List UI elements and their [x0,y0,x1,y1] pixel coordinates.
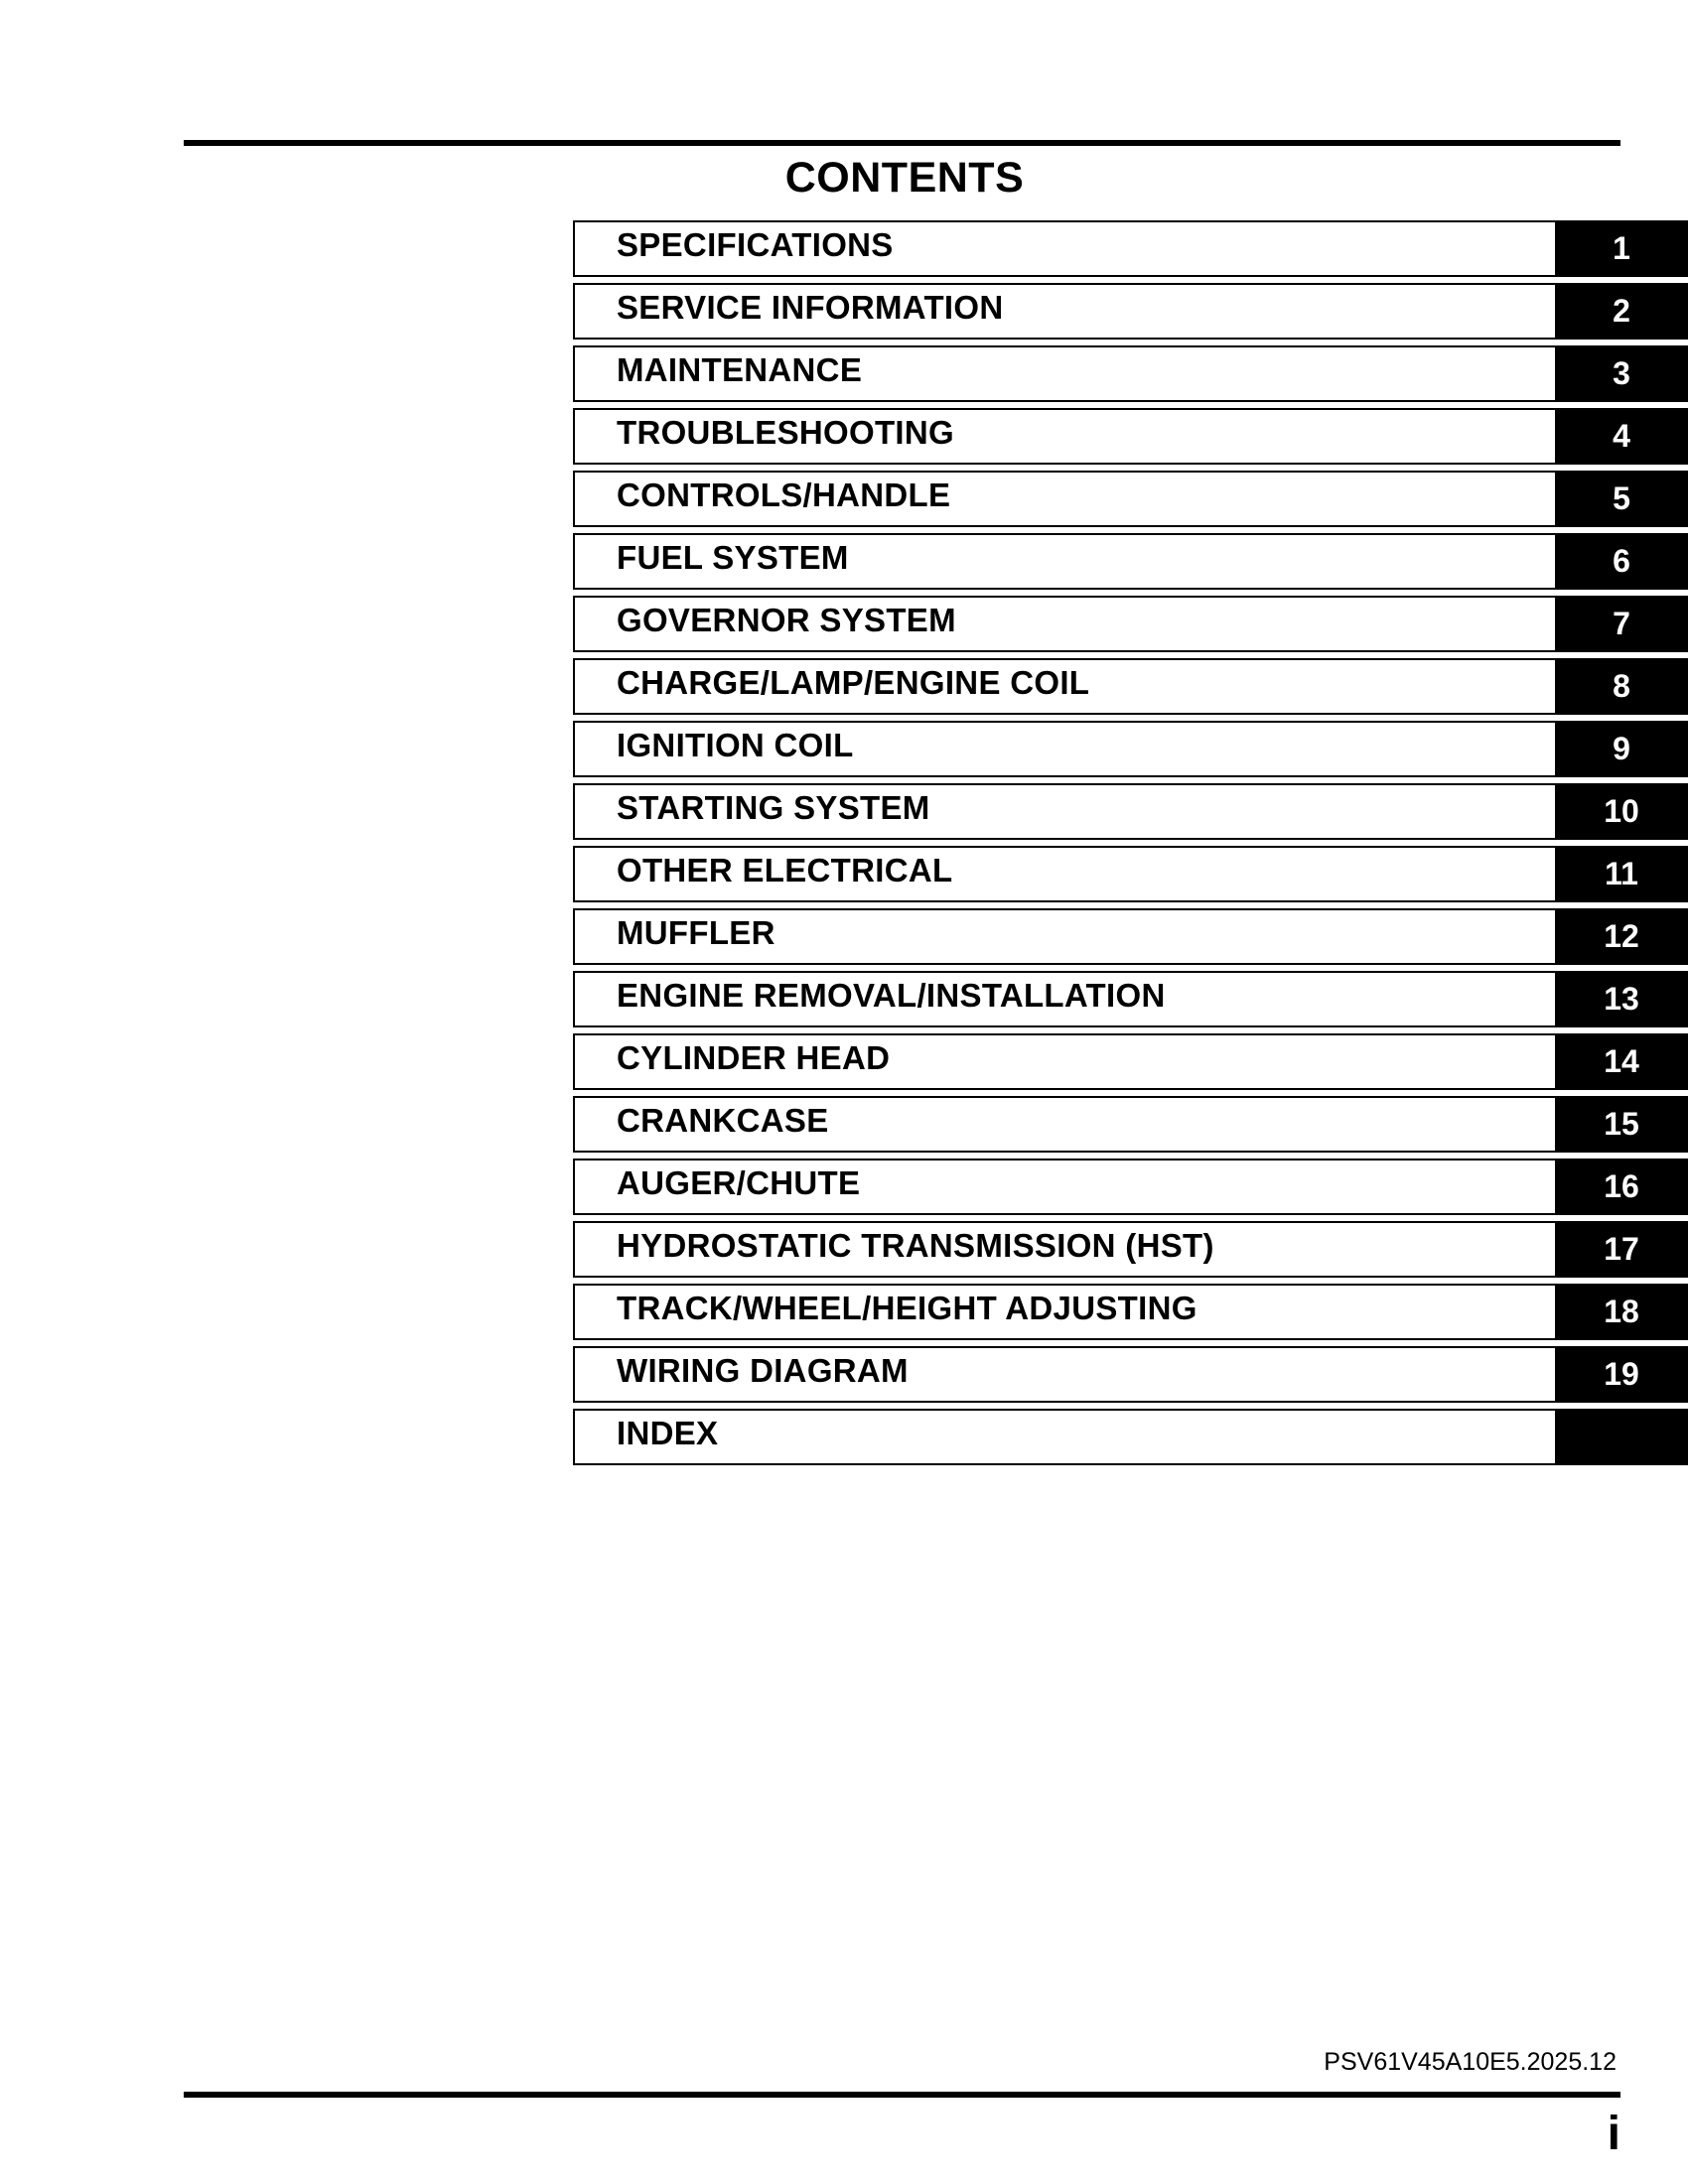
toc-label: CYLINDER HEAD [617,1039,891,1076]
section-tab[interactable]: 5 [1555,471,1688,527]
section-tab[interactable] [1555,1409,1688,1465]
toc-row[interactable] [573,1033,1688,1090]
section-tab[interactable]: 16 [1555,1159,1688,1215]
toc-label: GOVERNOR SYSTEM [617,602,956,638]
toc-row[interactable] [573,721,1688,777]
document-code: PSV61V45A10E5.2025.12 [1324,2048,1617,2076]
toc-label: CONTROLS/HANDLE [617,477,951,513]
toc-row[interactable] [573,596,1688,652]
toc-row[interactable] [573,283,1688,340]
section-tab[interactable]: 15 [1555,1096,1688,1153]
section-tab[interactable]: 2 [1555,283,1688,340]
toc-row[interactable] [573,1159,1688,1215]
page-number: i [1607,2108,1620,2160]
section-tab[interactable]: 10 [1555,783,1688,840]
toc-label: CRANKCASE [617,1102,829,1139]
toc-label: TROUBLESHOOTING [617,414,954,451]
toc-label: STARTING SYSTEM [617,789,930,826]
toc-row[interactable] [573,971,1688,1027]
section-tab[interactable]: 17 [1555,1221,1688,1278]
section-tab[interactable]: 19 [1555,1346,1688,1403]
toc-row[interactable] [573,658,1688,715]
section-tab[interactable]: 9 [1555,721,1688,777]
section-tab[interactable]: 1 [1555,220,1688,277]
toc-label: ENGINE REMOVAL/INSTALLATION [617,977,1166,1014]
toc-label: TRACK/WHEEL/HEIGHT ADJUSTING [617,1290,1197,1326]
toc-row[interactable] [573,220,1688,277]
section-tab[interactable]: 14 [1555,1033,1688,1090]
toc-row[interactable] [573,471,1688,527]
toc-label: SPECIFICATIONS [617,226,894,263]
toc-label: IGNITION COIL [617,727,854,763]
toc-row[interactable] [573,1346,1688,1403]
toc-label: INDEX [617,1415,719,1451]
toc-label: MAINTENANCE [617,351,863,388]
toc-label: AUGER/CHUTE [617,1164,861,1201]
toc-label: SERVICE INFORMATION [617,289,1004,326]
toc-row[interactable] [573,533,1688,590]
section-tab[interactable]: 7 [1555,596,1688,652]
toc-label: WIRING DIAGRAM [617,1352,909,1389]
table-of-contents [573,220,1688,1471]
toc-label: CHARGE/LAMP/ENGINE COIL [617,664,1090,701]
section-tab[interactable]: 6 [1555,533,1688,590]
toc-row[interactable] [573,408,1688,465]
bottom-rule [184,2092,1620,2098]
section-tab[interactable]: 4 [1555,408,1688,465]
toc-row[interactable] [573,1284,1688,1340]
top-rule [184,140,1620,146]
toc-label: MUFFLER [617,914,775,951]
section-tab[interactable]: 13 [1555,971,1688,1027]
section-tab[interactable]: 3 [1555,345,1688,402]
toc-row[interactable] [573,846,1688,902]
section-tab[interactable]: 18 [1555,1284,1688,1340]
section-tab[interactable]: 11 [1555,846,1688,902]
section-tab[interactable]: 8 [1555,658,1688,715]
toc-label: OTHER ELECTRICAL [617,852,953,888]
toc-row[interactable] [573,345,1688,402]
toc-row[interactable] [573,1096,1688,1153]
section-tab[interactable]: 12 [1555,908,1688,965]
toc-row[interactable] [573,908,1688,965]
toc-label: HYDROSTATIC TRANSMISSION (HST) [617,1227,1214,1264]
toc-row[interactable] [573,783,1688,840]
toc-row[interactable] [573,1409,1688,1465]
toc-row[interactable] [573,1221,1688,1278]
toc-label: FUEL SYSTEM [617,539,849,576]
page-title: CONTENTS [784,154,1025,202]
